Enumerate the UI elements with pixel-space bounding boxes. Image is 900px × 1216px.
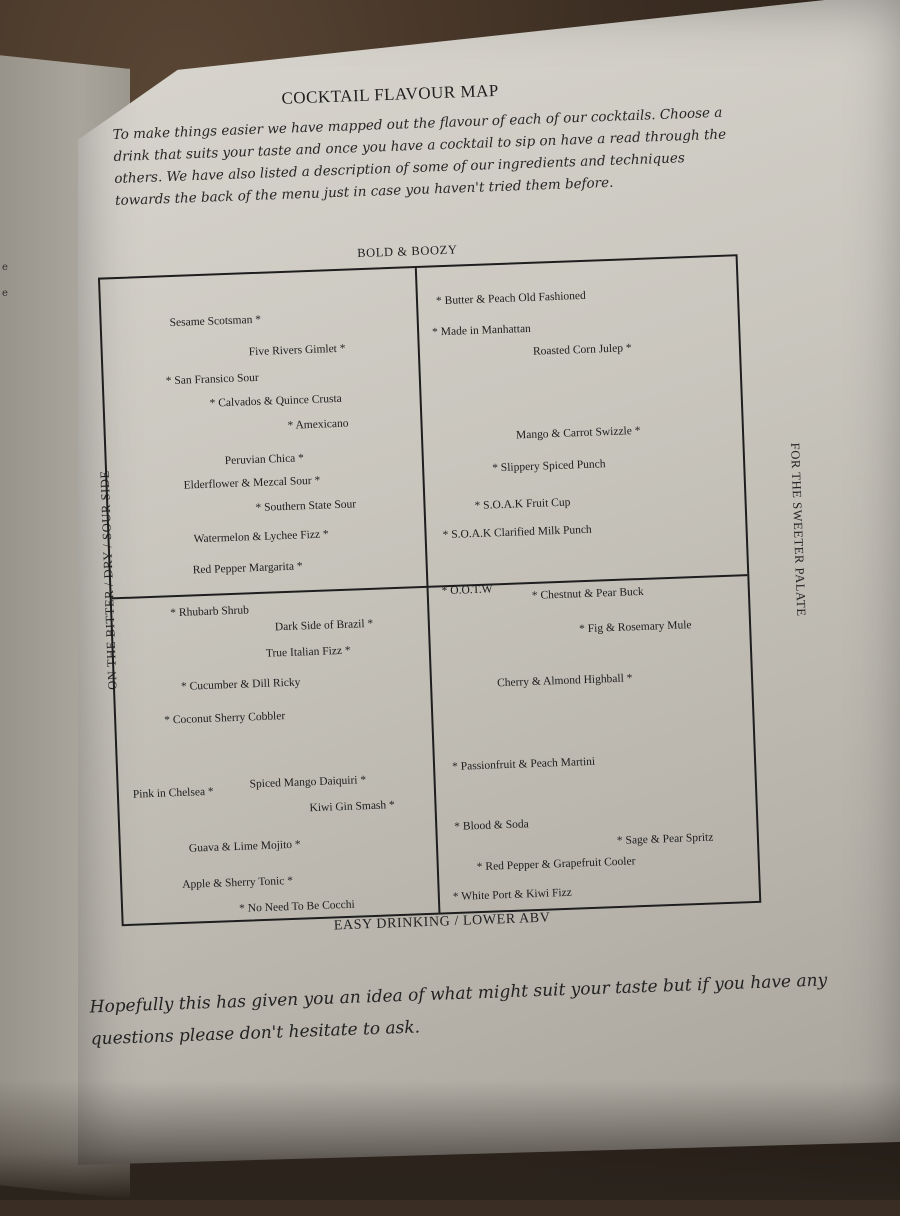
intro-paragraph: To make things easier we have mapped out the flavour of each of our cocktails. Choose a drink that suits your taste and once you have a cocktail to sip on have a read through the others. We have also listed a description of some of our ingredients and techniques towards the back of the menu just in case you haven't tried them before. [112,104,727,209]
left-page-fragment: e [2,288,8,299]
drink-item: Five Rivers Gimlet * [248,342,346,359]
drink-item: Dark Side of Brazil * [274,617,374,634]
drink-item: * San Fransico Sour [165,371,259,388]
page-shadow [0,1080,900,1200]
drink-item: * Red Pepper & Grapefruit Cooler [476,855,636,874]
drink-item: * Cucumber & Dill Ricky [180,676,301,693]
drink-item: Red Pepper Margarita * [192,560,303,577]
drink-item: * S.O.A.K Clarified Milk Punch [442,523,592,542]
left-page-fragment: e [2,262,8,273]
axis-label-right: FOR THE SWEETER PALATE [787,442,809,617]
drink-item: Peruvian Chica * [224,452,305,468]
drink-item: * Fig & Rosemary Mule [578,619,692,636]
drink-item: Watermelon & Lychee Fizz * [193,528,329,546]
drink-item: * O.O.T.W [441,583,493,598]
drink-item: Elderflower & Mezcal Sour * [183,474,321,492]
axis-label-top: BOLD & BOOZY [356,242,458,261]
drink-item: * Blood & Soda [454,818,529,833]
drink-item: Spiced Mango Daiquiri * [249,774,367,791]
drink-item: * Chestnut & Pear Buck [531,585,644,602]
drink-item: * White Port & Kiwi Fizz [452,886,572,904]
drink-item: * Passionfruit & Peach Martini [451,755,596,774]
drink-item: Roasted Corn Julep * [532,342,632,358]
drink-item: * Rhubarb Shrub [170,604,250,620]
closing-note: Hopefully this has given you an idea of what might suit your taste but if you have any questions please don't hesitate to ask. [89,970,828,1050]
horizontal-divider [112,574,748,599]
flavour-map-grid [98,254,761,926]
drink-item: * Slippery Spiced Punch [491,458,606,475]
page-title: COCKTAIL FLAVOUR MAP [281,80,500,108]
drink-item: * Southern State Sour [255,498,357,515]
drink-item: Guava & Lime Mojito * [188,838,301,855]
axis-label-left: ON THE BITTER / DRY / SOUR SIDE [97,469,120,691]
drink-item: Pink in Chelsea * [132,785,214,801]
drink-item: Cherry & Almond Highball * [496,672,633,690]
drink-item: * Coconut Sherry Cobbler [164,710,286,727]
drink-item: * Butter & Peach Old Fashioned [435,289,586,308]
drink-item: Mango & Carrot Swizzle * [515,424,641,442]
drink-item: * Amexicano [287,417,349,432]
drink-item: * Made in Manhattan [431,322,532,339]
drink-item: Kiwi Gin Smash * [309,799,395,815]
drink-item: Sesame Scotsman * [169,313,262,330]
drink-item: * No Need To Be Cocchi [238,898,355,915]
vertical-divider [415,268,441,913]
drink-item: * S.O.A.K Fruit Cup [474,496,571,513]
drink-item: * Calvados & Quince Crusta [209,392,343,410]
axis-label-bottom: EASY DRINKING / LOWER ABV [333,910,551,934]
drink-item: True Italian Fizz * [265,644,351,660]
drink-item: Apple & Sherry Tonic * [182,874,294,891]
drink-item: * Sage & Pear Spritz [616,831,714,848]
